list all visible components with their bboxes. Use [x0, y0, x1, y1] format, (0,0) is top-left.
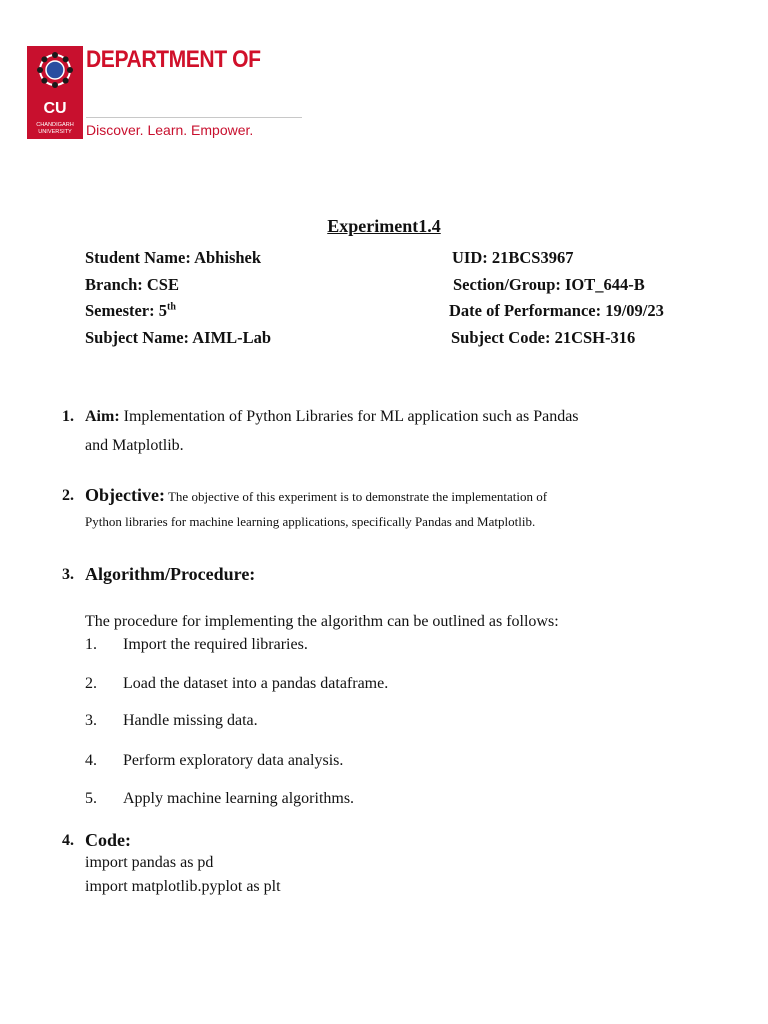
- objective-label: Objective:: [85, 485, 165, 505]
- objective-line-2: Python libraries for machine learning applications, specifically Pandas and Matplotlib.: [85, 514, 536, 529]
- step-text: Handle missing data.: [123, 712, 258, 729]
- experiment-title: Experiment1.4: [327, 216, 441, 236]
- semester: [85, 301, 176, 321]
- step-text: Perform exploratory data analysis.: [123, 752, 344, 769]
- student-name: Student Name: Abhishek: [85, 248, 262, 267]
- objective-text: The objective of this experiment is to demonstrate the implementation of: [164, 489, 548, 504]
- aim-text: Implementation of Python Libraries for ML application such as Pandas: [119, 408, 579, 425]
- subject-name: Subject Name: AIML-Lab: [85, 328, 272, 347]
- objective-line-1: [85, 485, 547, 506]
- algorithm-number: 3.: [62, 566, 74, 583]
- code-line: import pandas as pd: [85, 854, 214, 871]
- step-number: 3.: [85, 712, 97, 729]
- department-title: DEPARTMENT OF: [86, 46, 261, 73]
- algorithm-heading: Algorithm/Procedure:: [85, 564, 256, 584]
- header-divider: [86, 117, 302, 118]
- objective-number: 2.: [62, 487, 74, 504]
- step-text: Apply machine learning algorithms.: [123, 790, 355, 807]
- aim-line-2: and Matplotlib.: [85, 437, 184, 454]
- code-line: import matplotlib.pyplot as plt: [85, 878, 281, 895]
- logo-university-text: CHANDIGARH: [36, 122, 74, 128]
- code-heading: Code:: [85, 830, 131, 850]
- tagline: Discover. Learn. Empower.: [86, 122, 254, 138]
- gear-emblem-icon: [37, 52, 73, 88]
- semester-suffix: th: [167, 301, 176, 313]
- aim-number: 1.: [62, 408, 74, 425]
- step-number: 4.: [85, 752, 97, 769]
- aim-label: Aim:: [85, 408, 120, 425]
- step-text: Import the required libraries.: [123, 636, 308, 653]
- semester-label: Semester: 5: [85, 301, 168, 320]
- logo-cu-text: CU: [43, 100, 67, 117]
- step-number: 2.: [85, 675, 97, 692]
- algorithm-intro: The procedure for implementing the algorithm can be outlined as follows:: [85, 613, 559, 630]
- step-number: 5.: [85, 790, 97, 807]
- aim-line-1: [85, 408, 579, 426]
- branch: Branch: CSE: [85, 275, 179, 294]
- date-of-performance: Date of Performance: 19/09/23: [449, 301, 664, 320]
- code-number: 4.: [62, 832, 74, 849]
- step-number: 1.: [85, 636, 97, 653]
- uid: UID: 21BCS3967: [452, 248, 574, 267]
- university-logo: [27, 46, 83, 139]
- step-text: Load the dataset into a pandas dataframe.: [123, 675, 389, 692]
- subject-code: Subject Code: 21CSH-316: [451, 328, 636, 347]
- section-group: Section/Group: IOT_644-B: [453, 275, 645, 294]
- svg-text:UNIVERSITY: UNIVERSITY: [38, 129, 72, 135]
